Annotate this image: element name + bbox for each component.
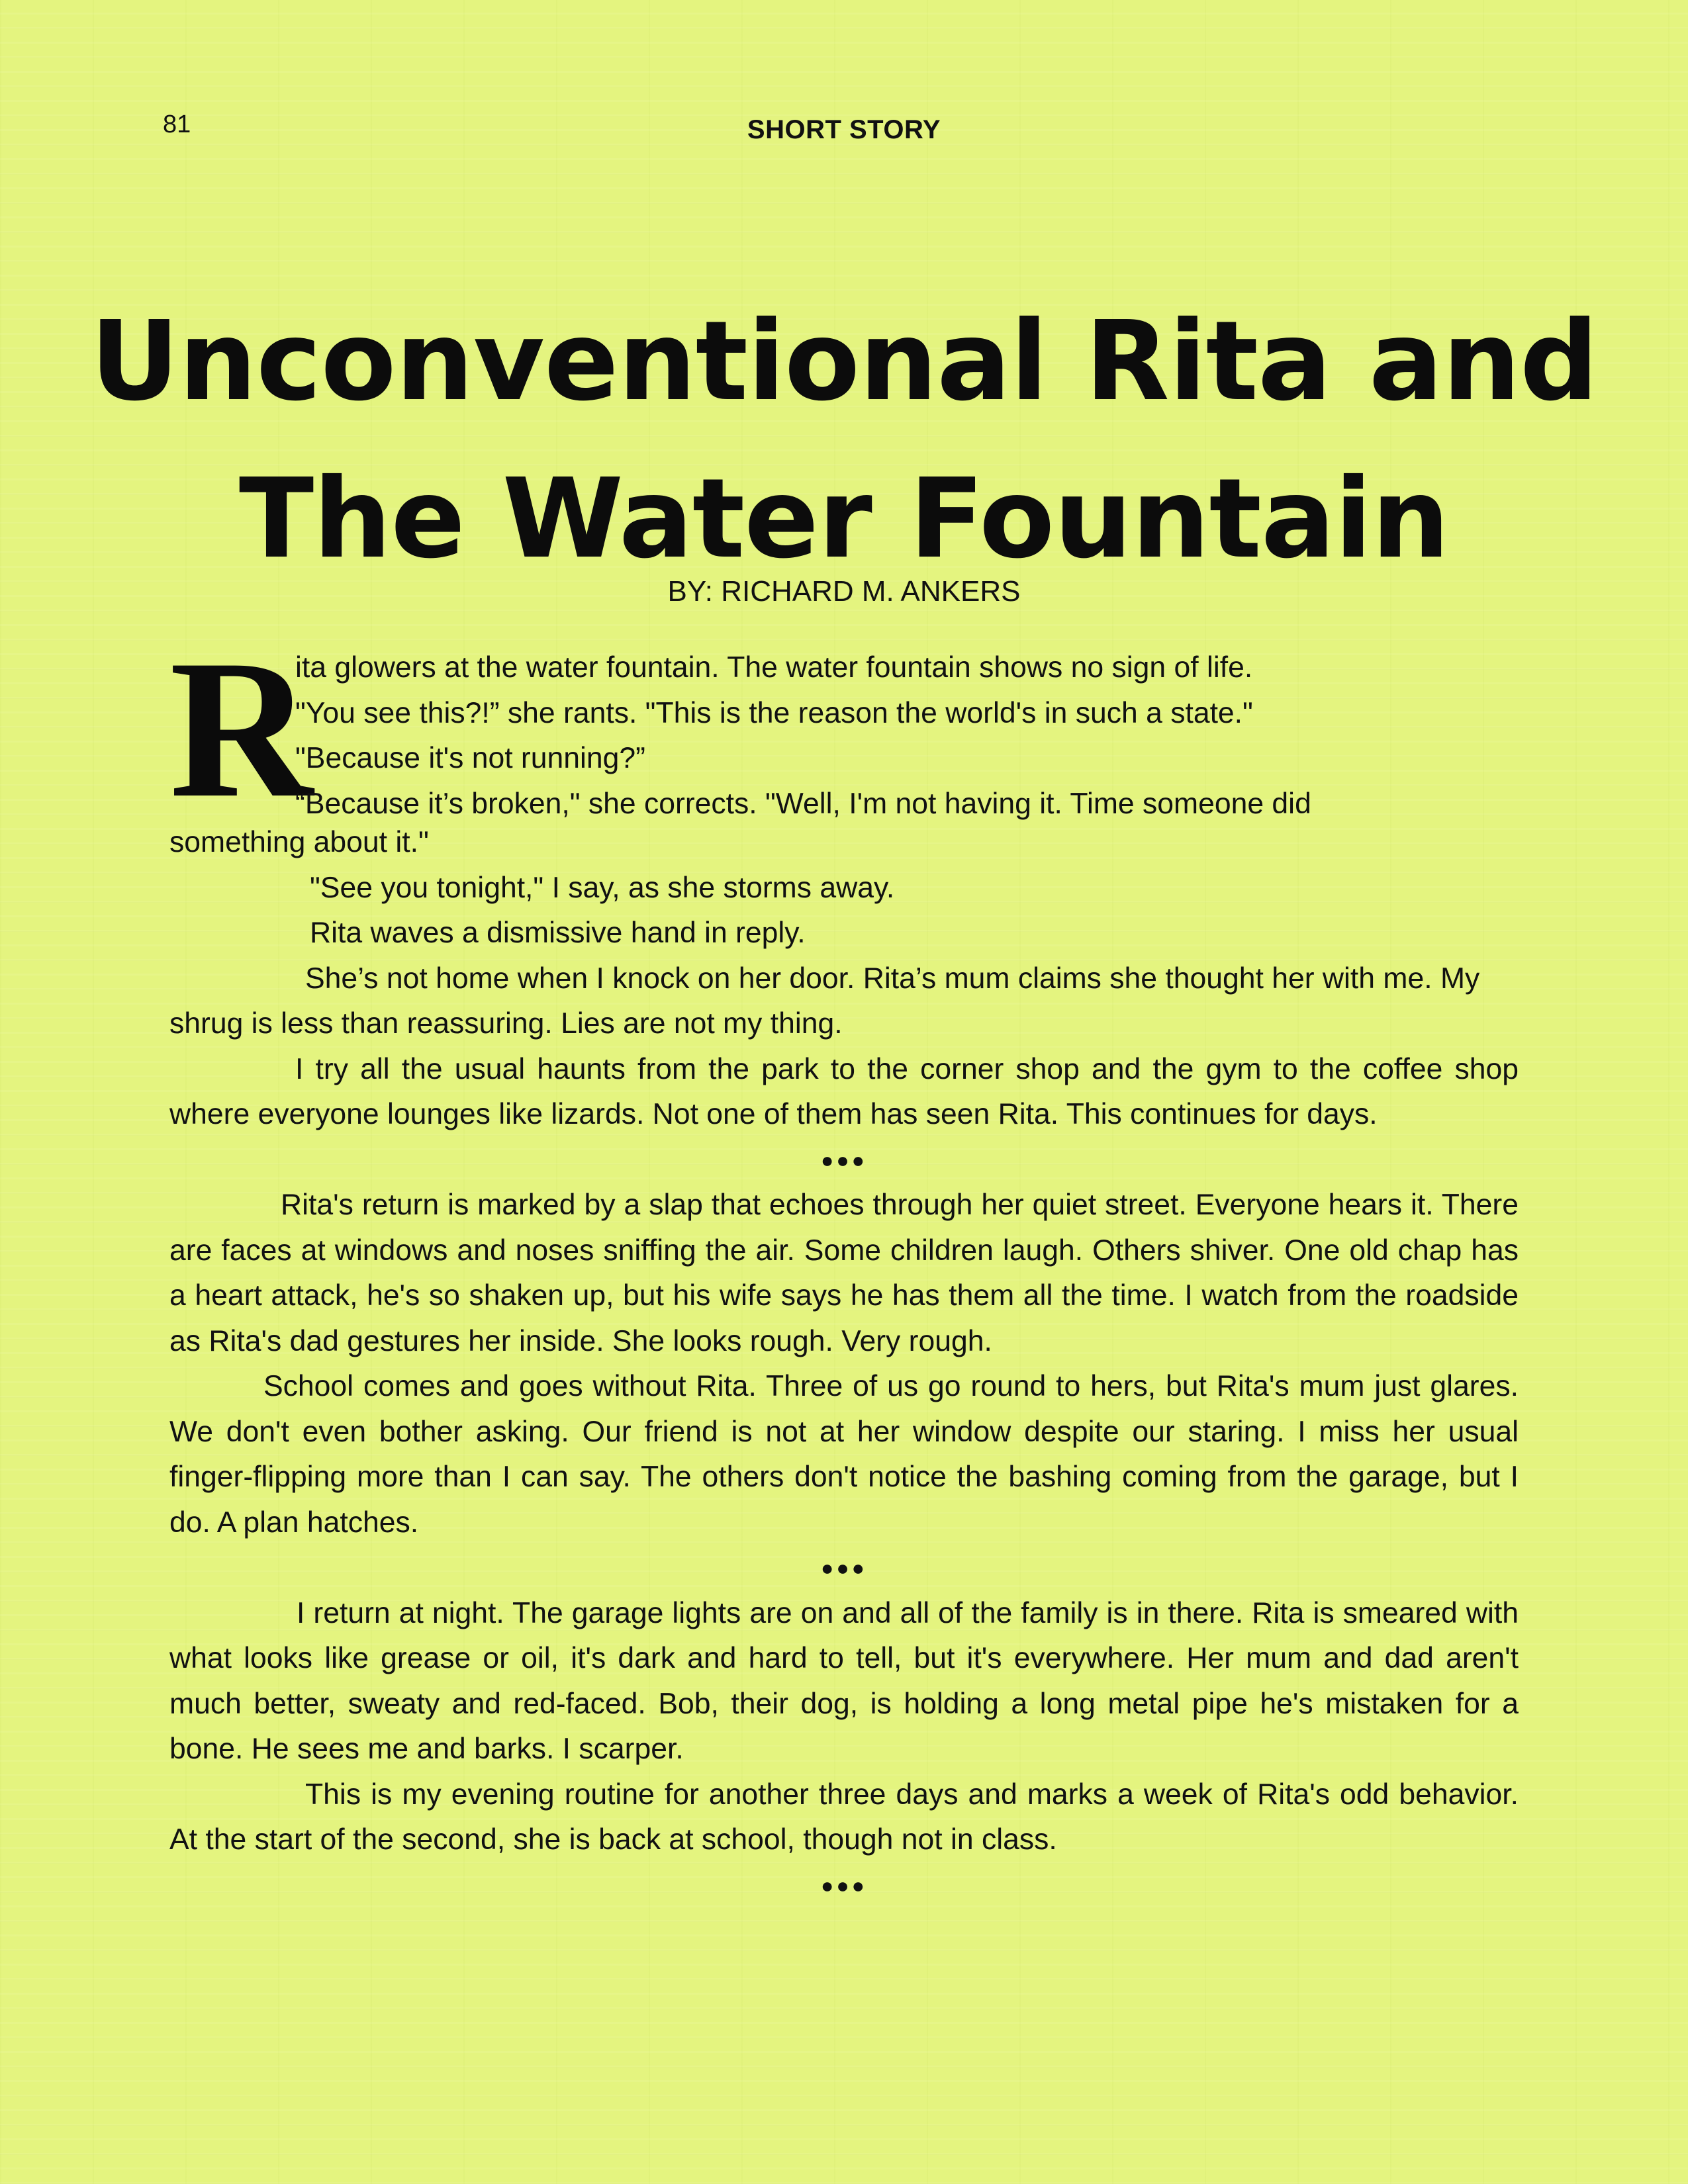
story-paragraph: something about it." xyxy=(169,826,429,858)
drop-cap: R xyxy=(169,619,313,839)
byline: BY: RICHARD M. ANKERS xyxy=(667,575,1021,608)
story-paragraph: School comes and goes without Rita. Three of us go round to hers, but Rita's mum just glares. We don't even bother asking. Our friend is not at her window despite our staring. I miss her usual finger-flipping more than I can say. The others don't notice the bashing coming from the garage, but I do. A plan hatches. xyxy=(169,1370,1519,1539)
section-separator: ●●● xyxy=(821,1556,867,1580)
story-paragraph: I return at night. The garage lights are on and all of the family is in there. Rita is smeared with what looks like grease or oil, it's dark and hard to tell, but it's everywhere. Her mum and dad aren't much better, sweaty and red-faced. Bob, their dog, is holding a long metal pipe he's mistaken for a bone. He sees me and barks. I scarper. xyxy=(169,1596,1519,1765)
story-line-3: "Because it's not running?” xyxy=(295,742,645,774)
section-separator: ●●● xyxy=(821,1873,867,1897)
story-paragraph: Rita's return is marked by a slap that echoes through her quiet street. Everyone hears it. There are faces at windows and noses sniffing the air. Some children laugh. Others shiver. One old chap has a heart attack, he's so shaken up, but his wife says he has them all the time. I watch from the roadside as Rita's dad gestures her inside. She looks rough. Very rough. xyxy=(169,1189,1519,1357)
title-line-2: The Water Fountain xyxy=(238,455,1450,583)
story-line-4: “Because it’s broken," she corrects. "Well, I'm not having it. Time someone did xyxy=(295,787,1311,820)
story-line-2: "You see this?!” she rants. "This is the reason the world's in such a state." xyxy=(295,696,1253,729)
article-title xyxy=(86,283,1602,598)
page-number: 81 xyxy=(163,111,191,138)
story-paragraph: Rita waves a dismissive hand in reply. xyxy=(310,917,806,949)
story-paragraph: I try all the usual haunts from the park to the corner shop and the gym to the coffee shop where everyone lounges like lizards. Not one of them has seen Rita. This continues for days. xyxy=(169,1052,1519,1130)
story-paragraph: "See you tonight," I say, as she storms away. xyxy=(310,871,895,904)
story-body xyxy=(169,619,1519,1908)
story-paragraph: This is my evening routine for another three days and marks a week of Rita's odd behavior. At the start of the second, she is back at school, though not in class. xyxy=(169,1778,1519,1856)
story-paragraph: She’s not home when I knock on her door. Rita’s mum claims she thought her with me. My shrug is less than reassuring. Lies are not my thing. xyxy=(169,962,1480,1040)
story-line-1: ita glowers at the water fountain. The water fountain shows no sign of life. xyxy=(295,651,1253,684)
title-line-1: Unconventional Rita and xyxy=(90,298,1598,426)
section-label: SHORT STORY xyxy=(747,115,941,144)
section-separator: ●●● xyxy=(821,1148,867,1172)
